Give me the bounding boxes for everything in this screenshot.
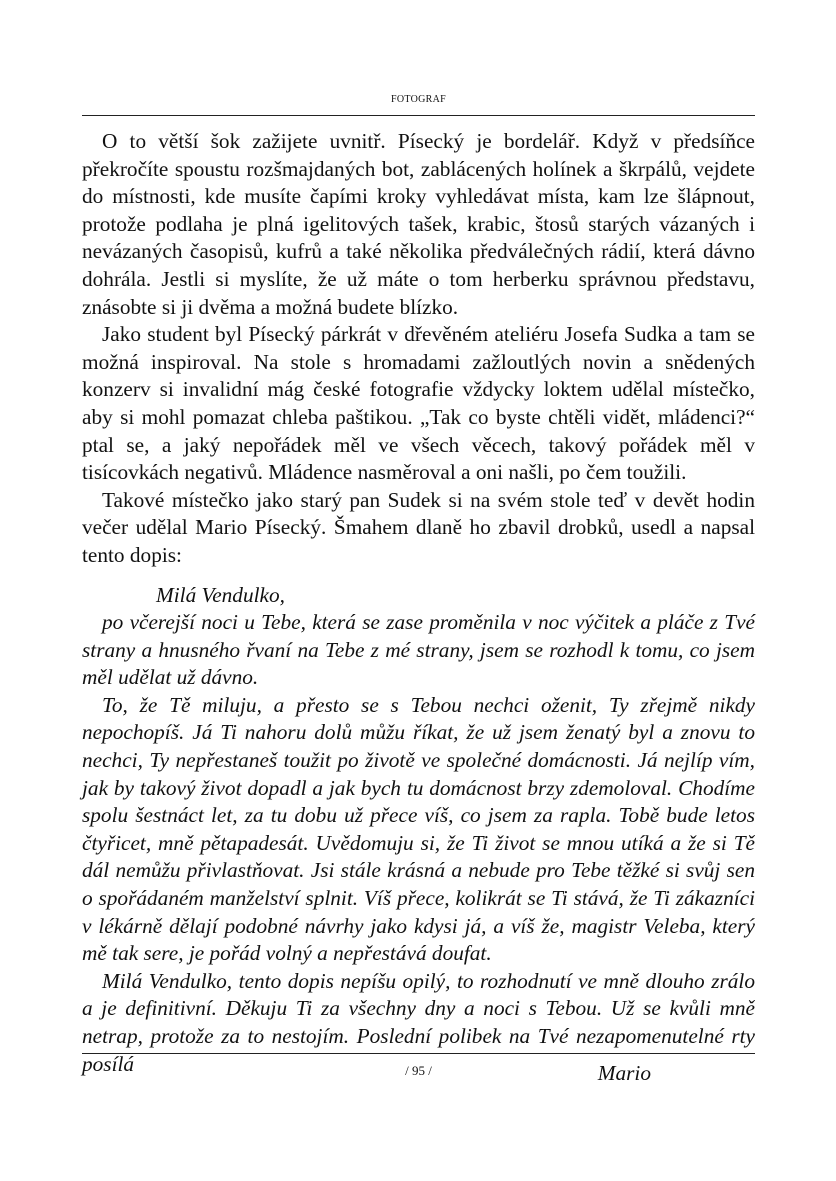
paragraph: O to větší šok zažijete uvnitř. Písecký je bordelář. Když v předsíňce překročíte spoustu rozšmajdaných bot, zablácených holínek a škrpálů, vejdete do místnosti, kde musíte čapími kroky vyhledávat místa, kam lze šlápnout, protože podlaha je plná igelitových tašek, krabic, štosů starých vázaných i nevázaných časopisů, kufrů a také několika předválečných rádií, která dávno dohrála. Jestli si myslíte, že už máte o tom herberku správnou představu, znásobte si ji dvěma a možná budete blízko. bbox=[82, 129, 755, 319]
letter-paragraph: To, že Tě miluju, a přesto se s Tebou nechci oženit, Ty zřejmě nikdy nepochopíš. Já Ti nahoru dolů můžu říkat, že už jsem ženatý byl a znovu to nechci, Ty nepřestaneš toužit po životě ve společné domácnosti. Já nejlíp vím, jak by takový život dopadl a jak bych tu domácnost brzy zdemoloval. Chodíme spolu šestnáct let, za tu dobu už přece víš, co jsem za rapla. Tobě bude letos čtyřicet, mně pětapadesát. Uvědomuju si, že Ti život se mnou utíká a že si Tě dál nemůžu přivlastňovat. Jsi stále krásná a nebude pro Tebe těžké si svůj sen o spořádaném manželství splnit. Víš přece, kolikrát se Ti stává, že Ti zákazníci v lékárně dělají podobné návrhy jako kdysi já, a víš že, magistr Veleba, který mě tak sere, je pořád volný a nepřestává doufat. bbox=[82, 692, 755, 966]
header-rule bbox=[82, 115, 755, 116]
letter-paragraph: po včerejší noci u Tebe, která se zase proměnila v noc výčitek a pláče z Tvé strany a hnusného řvaní na Tebe z mé strany, jsem se rozhodl k tomu, co jsem měl udělat už dávno. bbox=[82, 610, 755, 690]
paragraph: Jako student byl Písecký párkrát v dřevěném ateliéru Josefa Sudka a tam se možná inspiroval. Na stole s hromadami zažloutlých novin a snědených konzerv si invalidní mág české fotografie vždycky loktem udělal místečko, aby si mohl pomazat chleba paštikou. „Tak co byste chtěli vidět, mládenci?“ ptal se, a jaký nepořádek měl ve všech věcech, takový pořádek měl v tisícovkách negativů. Mládence nasměroval a oni našli, po čem toužili. bbox=[82, 322, 755, 485]
running-head: FOTOGRAF bbox=[390, 94, 446, 105]
page-number: / 95 / bbox=[405, 1063, 432, 1078]
footer-rule bbox=[82, 1053, 755, 1054]
body-text bbox=[82, 128, 755, 1086]
letter-salutation: Milá Vendulko, bbox=[156, 582, 285, 607]
letter-signature: Mario bbox=[597, 1061, 651, 1086]
letter bbox=[82, 582, 755, 1086]
paragraph: Takové místečko jako starý pan Sudek si na svém stole teď v devět hodin večer udělal Mario Písecký. Šmahem dlaně ho zbavil drobků, usedl a napsal tento dopis: bbox=[82, 487, 755, 567]
letter-paragraph: Milá Vendulko, tento dopis nepíšu opilý, to rozhodnutí ve mně dlouho zrálo a je definitivní. Děkuju Ti za všechny dny a noci s Tebou. Už se kvůli mně netrap, protože za to nestojím. Poslední polibek na Tvé nezapomenutelné rty posílá bbox=[82, 968, 755, 1076]
